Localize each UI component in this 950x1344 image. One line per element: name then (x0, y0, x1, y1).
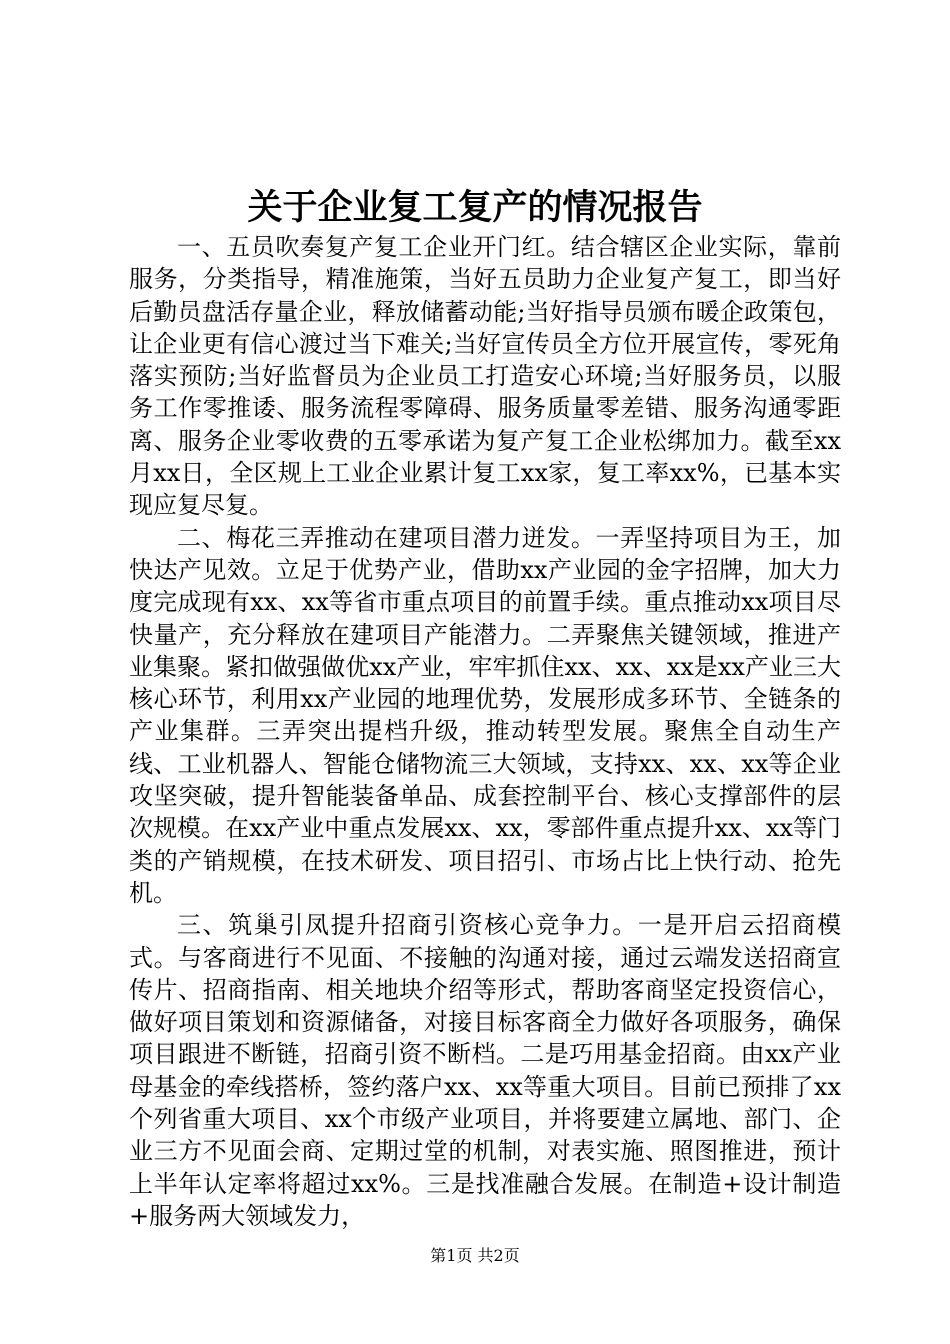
paragraph-2: 二、梅花三弄推动在建项目潜力迸发。一弄坚持项目为王，加快达产见效。立足于优势产业，借助xx产业园的金字招牌，加大力度完成现有xx、xx等省市重点项目的前置手续。重点推动xx项目尽快量产，充分释放在建项目产能潜力。二弄聚焦关键领域，推进产业集聚。紧扣做强做优xx产业，牢牢抓住xx、xx、xx是xx产业三大核心环节，利用xx产业园的地理优势，发展形成多环节、全链条的产业集群。三弄突出提档升级，推动转型发展。聚焦全自动生产线、工业机器人、智能仓储物流三大领域，支持xx、xx、xx等企业攻坚突破，提升智能装备单品、成套控制平台、核心支撑部件的层次规模。在xx产业中重点发展xx、xx，零部件重点提升xx、xx等门类的产销规模，在技术研发、项目招引、市场占比上快行动、抢先机。 (129, 523, 841, 907)
paragraph-3: 三、筑巢引凤提升招商引资核心竞争力。一是开启云招商模式。与客商进行不见面、不接触的沟通对接，通过云端发送招商宣传片、招商指南、相关地块介绍等形式，帮助客商坚定投资信心，做好项目策划和资源储备，对接目标客商全力做好各项服务，确保项目跟进不断链，招商引资不断档。二是巧用基金招商。由xx产业母基金的牵线搭桥，签约落户xx、xx等重大项目。目前已预排了xx个列省重大项目、xx个市级产业项目，并将要建立属地、部门、企业三方不见面会商、定期过堂的机制，对表实施、照图推进，预计上半年认定率将超过xx%。三是找准融合发展。在制造+设计制造+服务两大领域发力， (129, 911, 841, 1230)
document-title: 关于企业复工复产的情况报告 (247, 187, 703, 228)
page-footer: 第1页 共2页 (430, 1246, 520, 1265)
paragraph-1: 一、五员吹奏复产复工企业开门红。结合辖区企业实际，靠前服务，分类指导，精准施策，当好五员助力企业复产复工，即当好后勤员盘活存量企业，释放储蓄动能;当好指导员颁布暖企政策包，让企业更有信心渡过当下难关;当好宣传员全方位开展宣传，零死角落实预防;当好监督员为企业员工打造安心环境;当好服务员，以服务工作零推诿、服务流程零障碍、服务质量零差错、服务沟通零距离、服务企业零收费的五零承诺为复产复工企业松绑加力。截至xx月xx日，全区规上工业企业累计复工xx家，复工率xx%，已基本实现应复尽复。 (129, 233, 841, 520)
document-body (129, 231, 841, 1232)
